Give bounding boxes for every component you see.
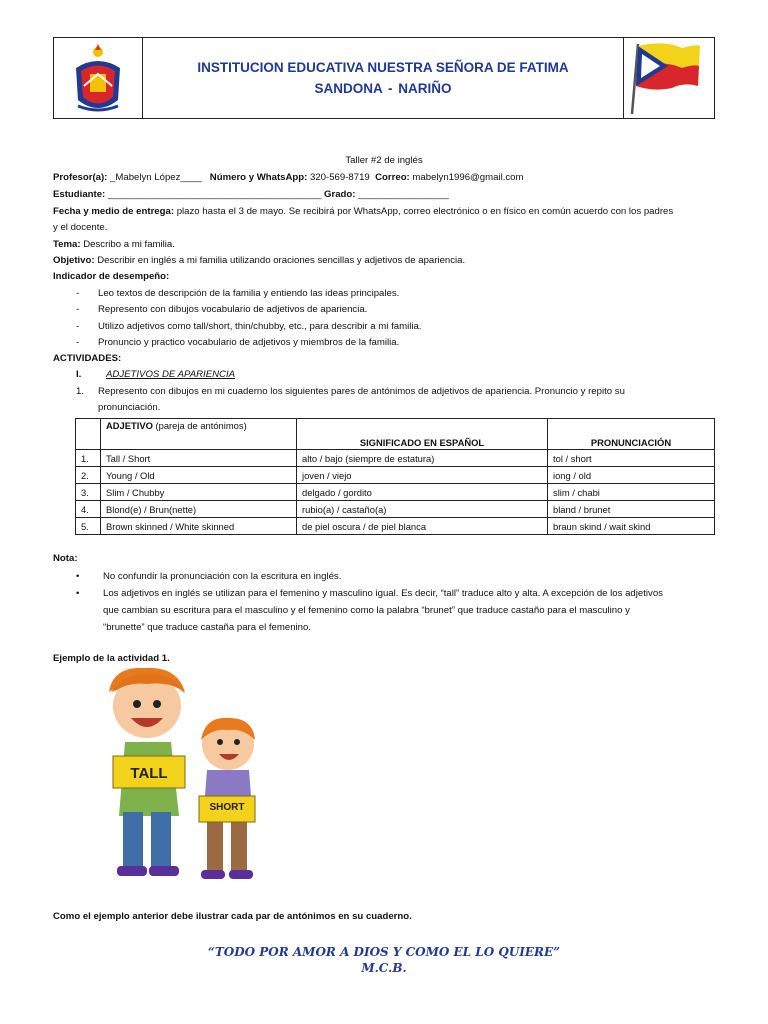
section-title: ADJETIVOS DE APARIENCIA [106,369,236,380]
bullet-icon: • [76,571,80,582]
objective-line [53,254,465,267]
header-adjective-rest: (pareja de antónimos) [152,420,247,431]
row-adjective: Brown skinned / White skinned [101,518,297,535]
row-meaning: rubio(a) / castaño(a) [297,501,548,518]
note-label: Nota: [53,553,78,564]
header-cell-num [76,419,101,450]
indicator-dash: - [76,337,80,348]
activities-label: ACTIVIDADES: [53,353,122,364]
row-number: 3. [76,484,101,501]
adjectives-table [75,418,715,535]
school-city: SANDONA - NARIÑO [314,81,452,96]
table-header-row [76,419,715,450]
school-name: INSTITUCION EDUCATIVA NUESTRA SEÑORA DE FATIMA [197,60,569,75]
teacher-label: Profesor(a): [53,172,108,183]
indicator-dash: - [76,321,80,332]
email-value: mabelyn1996@gmail.com [409,172,524,183]
header-box [53,37,715,119]
row-adjective: Tall / Short [101,450,297,467]
indicator-item: Pronuncio y practico vocabulario de adjetivos y miembros de la familia. [98,337,400,348]
sign-short: SHORT [209,802,245,813]
row-number: 1. [76,450,101,467]
indicator-item: Utilizo adjetivos como tall/short, thin/chubby, etc., para describir a mi familia. [98,321,422,332]
table-row [76,518,715,535]
example-label: Ejemplo de la actividad 1. [53,653,170,664]
motto-line-2: M.C.B. [361,961,407,975]
delivery-line-1 [53,205,673,218]
step-number: 1. [76,386,85,397]
step-text-line-2: pronunciación. [98,402,161,413]
indicator-dash: - [76,288,80,299]
indicator-item: Represento con dibujos vocabulario de adjetivos de apariencia. [98,304,368,315]
objective-label: Objetivo: [53,255,95,266]
delivery-text: plazo hasta el 3 de mayo. Se recibirá por WhatsApp, correo electrónico o en físico en común acuerdo con los padres [174,206,674,217]
topic-value: Describo a mi familia. [80,239,175,250]
row-number: 4. [76,501,101,518]
header-cell-adjective [101,419,297,450]
table-row [76,467,715,484]
row-meaning: delgado / gordito [297,484,548,501]
phone-label: Número y WhatsApp: [209,172,308,183]
row-meaning: joven / viejo [297,467,548,484]
note-item-2-line-2: que cambian su escritura para el masculino y el femenino como la palabra “brunet” que traduce castaño para el masculino y [103,605,630,616]
example-closing: Como el ejemplo anterior debe ilustrar cada par de antónimos en su cuaderno. [53,911,412,922]
phone-value: 320-569-8719 [307,172,370,183]
header-title-block [142,38,624,118]
row-meaning: alto / bajo (siempre de estatura) [297,450,548,467]
row-adjective: Slim / Chubby [101,484,297,501]
flag-icon [624,38,714,118]
objective-value: Describir en inglés a mi familia utilizando oraciones sencillas y adjetivos de apariencia. [94,255,466,266]
student-blank: ________________________________________ [105,189,322,200]
table-row [76,484,715,501]
table-row [76,501,715,518]
school-crest-icon [54,38,142,118]
section-number: I. [76,369,82,380]
step-text-line-1: Represento con dibujos en mi cuaderno los siguientes pares de antónimos de adjetivos de apariencia. Pronuncio y repito su [98,386,625,397]
row-number: 5. [76,518,101,535]
indicator-item: Leo textos de descripción de la familia y entiendo las ideas principales. [98,288,400,299]
row-pronunciation: tol / short [548,450,715,467]
note-item-1: No confundir la pronunciación con la escritura en inglés. [103,571,342,582]
grade-blank: _________________ [355,189,449,200]
email-label: Correo: [375,172,410,183]
row-pronunciation: bland / brunet [548,501,715,518]
indicator-dash: - [76,304,80,315]
row-pronunciation: slim / chabi [548,484,715,501]
row-pronunciation: iong / old [548,467,715,484]
topic-line [53,238,175,251]
student-label: Estudiante: [53,189,106,200]
teacher-value: _Mabelyn López____ [107,172,202,183]
bullet-icon: • [76,588,80,599]
row-adjective: Young / Old [101,467,297,484]
topic-label: Tema: [53,239,81,250]
grade-label: Grado: [324,189,356,200]
table-row [76,450,715,467]
school-crest [54,38,143,118]
short-boy-icon [199,718,255,879]
delivery-label: Fecha y medio de entrega: [53,206,175,217]
municipal-flag [623,38,714,118]
indicator-label: Indicador de desempeño: [53,271,170,282]
motto-line-1: “TODO POR AMOR A DIOS Y COMO EL LO QUIERE” [207,945,561,959]
header-adjective-bold: ADJETIVO [106,420,153,431]
sign-tall: TALL [130,765,168,782]
workshop-title: Taller #2 de inglés [345,155,423,166]
row-number: 2. [76,467,101,484]
student-line [53,188,449,201]
row-meaning: de piel oscura / de piel blanca [297,518,548,535]
header-cell-pronunciation: PRONUNCIACIÓN [548,419,715,450]
note-item-2-line-1: Los adjetivos en inglés se utilizan para el femenino y masculino igual. Es decir, “tall” traduce alto y alta. A excepción de los adjetivos [103,588,663,599]
teacher-line [53,171,524,184]
row-pronunciation: braun skind / wait skind [548,518,715,535]
delivery-line-2: y el docente. [53,222,108,233]
row-adjective: Blond(e) / Brun(nette) [101,501,297,518]
note-item-2-line-3: “brunette” que traduce castaña para el femenino. [103,622,311,633]
header-cell-meaning: SIGNIFICADO EN ESPAÑOL [297,419,548,450]
